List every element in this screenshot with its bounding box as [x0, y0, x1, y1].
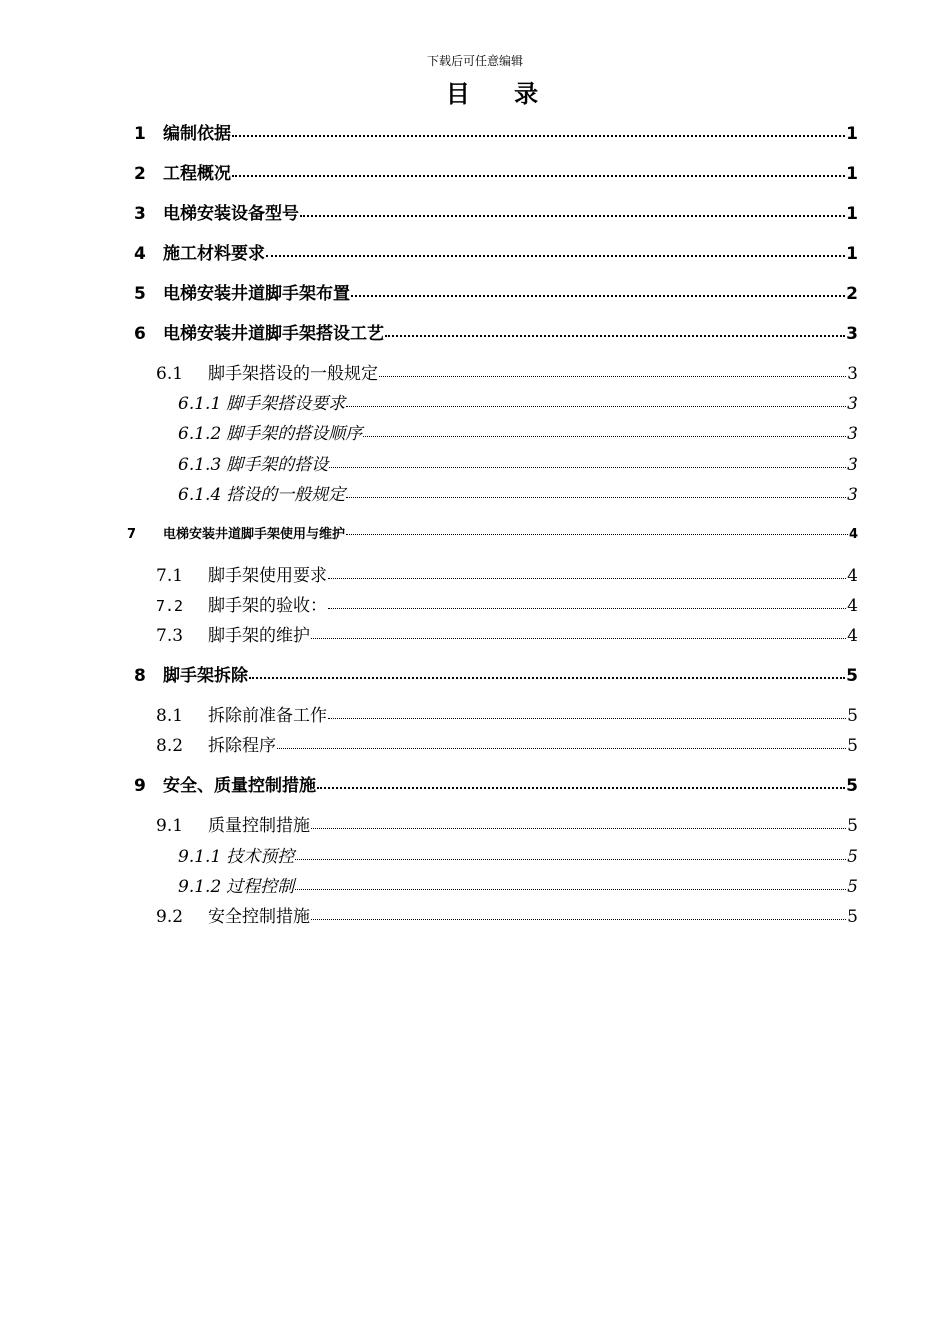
toc-title: 搭设的一般规定 — [226, 485, 346, 505]
toc-number: 2 — [134, 164, 146, 184]
toc-number: 3 — [134, 204, 146, 224]
toc-page: 3 — [847, 485, 858, 505]
toc-leader — [295, 875, 846, 892]
toc-page: 4 — [847, 596, 858, 616]
toc-page: 5 — [847, 847, 858, 867]
toc-leader — [346, 483, 846, 500]
toc-leader — [328, 704, 846, 721]
toc-page: 3 — [847, 394, 858, 414]
toc-number: 6 — [134, 324, 146, 344]
toc-page: 3 — [847, 455, 858, 475]
toc-title: 脚手架搭设的一般规定 — [208, 364, 378, 384]
toc-page: 1 — [846, 204, 858, 224]
toc-entry[interactable] — [156, 591, 858, 616]
toc-entry[interactable] — [178, 389, 858, 414]
toc-leader — [266, 242, 845, 259]
toc-entry[interactable] — [178, 872, 858, 897]
header-note: 下载后可任意编辑 — [426, 54, 523, 68]
toc-leader — [363, 422, 846, 439]
toc-number: 8.1 — [156, 706, 184, 726]
toc-leader — [249, 664, 845, 681]
toc-title: 过程控制 — [226, 877, 295, 897]
toc-number: 5 — [134, 284, 146, 304]
toc-number: 9.2 — [156, 907, 184, 927]
toc-leader — [300, 202, 845, 219]
toc-page: 5 — [847, 877, 858, 897]
toc-title: 脚手架搭设要求 — [226, 394, 346, 414]
toc-title: 技术预控 — [226, 847, 295, 867]
toc-entry[interactable] — [134, 279, 858, 304]
toc-leader — [379, 362, 846, 379]
toc-leader — [328, 564, 846, 581]
toc-title: 脚手架的维护 — [208, 626, 310, 646]
toc-page: 5 — [846, 666, 858, 686]
toc-title: 电梯安装井道脚手架布置 — [163, 284, 350, 304]
toc-leader — [277, 734, 846, 751]
toc-title: 脚手架的验收： — [208, 596, 327, 616]
toc-number: 6.1.2 — [178, 424, 222, 444]
toc-leader — [311, 814, 846, 831]
toc-entry[interactable] — [156, 621, 858, 646]
toc-entry[interactable] — [156, 359, 858, 384]
toc-page: 5 — [847, 907, 858, 927]
toc-entry[interactable] — [134, 159, 858, 184]
toc-title: 脚手架的搭设顺序 — [226, 424, 363, 444]
toc-page: 5 — [847, 816, 858, 836]
toc-title: 脚手架拆除 — [163, 666, 248, 686]
toc-page: 2 — [846, 284, 858, 304]
toc-leader — [295, 845, 846, 862]
toc-leader — [351, 282, 845, 299]
toc-entry[interactable] — [134, 771, 858, 796]
toc-title: 脚手架的搭设 — [226, 455, 329, 475]
toc-number: 6.1.4 — [178, 485, 222, 505]
toc-title: 工程概况 — [163, 164, 231, 184]
toc-leader — [346, 525, 848, 538]
toc-number: 7.3 — [156, 626, 184, 646]
toc-entry[interactable] — [134, 319, 858, 344]
toc-number: 9 — [134, 776, 146, 796]
toc-title: 安全、质量控制措施 — [163, 776, 316, 796]
toc-title: 施工材料要求 — [163, 244, 265, 264]
toc-number: 7.2 — [156, 597, 184, 615]
toc-entry[interactable] — [127, 523, 858, 542]
toc-page: 5 — [846, 776, 858, 796]
toc-number: 6.1 — [156, 364, 184, 384]
toc-number: 8 — [134, 666, 146, 686]
toc-number: 9.1 — [156, 816, 184, 836]
toc-page: 3 — [846, 324, 858, 344]
toc-entry[interactable] — [156, 902, 858, 927]
toc-title: 脚手架使用要求 — [208, 566, 327, 586]
toc-title: 电梯安装设备型号 — [163, 204, 299, 224]
toc-leader — [329, 453, 846, 470]
toc-leader — [317, 774, 845, 791]
toc-number: 6.1.3 — [178, 455, 222, 475]
toc-number: 6.1.1 — [178, 394, 222, 414]
toc-leader — [232, 122, 845, 139]
toc-entry[interactable] — [134, 119, 858, 144]
toc-title: 拆除前准备工作 — [208, 706, 327, 726]
toc-entry[interactable] — [134, 239, 858, 264]
toc-leader — [385, 322, 845, 339]
toc-entry[interactable] — [178, 842, 858, 867]
toc-title: 编制依据 — [163, 124, 231, 144]
toc-number: 9.1.1 — [178, 847, 222, 867]
toc-page: 4 — [847, 626, 858, 646]
toc-page: 5 — [847, 736, 858, 756]
toc-leader — [311, 624, 846, 641]
toc-number: 7 — [127, 527, 137, 542]
toc-entry[interactable] — [156, 811, 858, 836]
toc-entry[interactable] — [178, 450, 858, 475]
page-title: 目 录 — [445, 80, 557, 108]
toc-page: 1 — [846, 124, 858, 144]
toc-number: 8.2 — [156, 736, 184, 756]
toc-entry[interactable] — [156, 731, 858, 756]
toc-page: 1 — [846, 244, 858, 264]
toc-number: 7.1 — [156, 566, 184, 586]
toc-leader — [346, 392, 846, 409]
toc-title: 质量控制措施 — [208, 816, 310, 836]
toc-number: 1 — [134, 124, 146, 144]
toc-entry[interactable] — [178, 480, 858, 505]
toc-leader — [232, 162, 845, 179]
toc-page: 1 — [846, 164, 858, 184]
toc-title: 拆除程序 — [208, 736, 276, 756]
toc-page: 3 — [847, 424, 858, 444]
toc-entry[interactable] — [134, 199, 858, 224]
toc-page: 3 — [847, 364, 858, 384]
toc-page: 4 — [848, 527, 858, 542]
toc-page: 5 — [847, 706, 858, 726]
toc-title: 安全控制措施 — [208, 907, 310, 927]
toc-page: 4 — [847, 566, 858, 586]
toc-title: 电梯安装井道脚手架搭设工艺 — [163, 324, 384, 344]
toc-entry[interactable] — [156, 701, 858, 726]
toc-entry[interactable] — [178, 419, 858, 444]
toc-leader — [328, 594, 846, 611]
toc-title: 电梯安装井道脚手架使用与维护 — [163, 527, 346, 542]
toc-entry[interactable] — [156, 561, 858, 586]
toc-number: 9.1.2 — [178, 877, 222, 897]
toc-leader — [311, 905, 846, 922]
toc-entry[interactable] — [134, 661, 858, 686]
toc-number: 4 — [134, 244, 146, 264]
